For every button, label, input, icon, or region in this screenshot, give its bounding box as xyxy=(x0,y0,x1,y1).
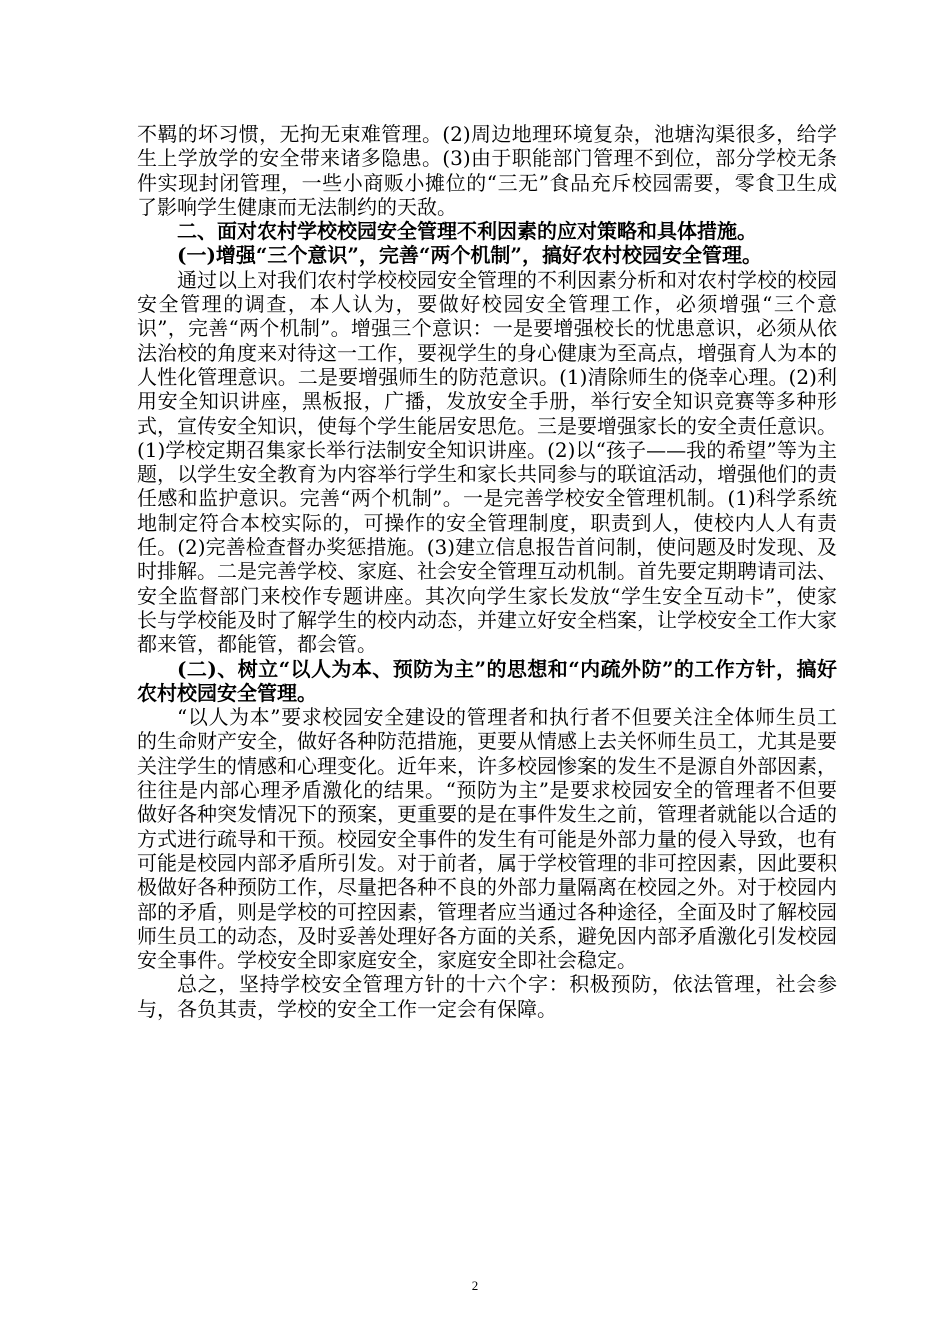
section-heading: 二、面对农村学校校园安全管理不利因素的应对策略和具体措施。 xyxy=(177,219,757,244)
paragraph-people-oriented: “以人为本”要求校园安全建设的管理者和执行者不但要关注全体师生员工的生命财产安全，做好各种防范措施，更要从情感上去关怀师生员工，尤其是要关注学生的情感和心理变化。近年来，许多校园惨案的发生不是源自外部因素，往往是内部心理矛盾激化的结果。“预防为主”是要求校园安全的管理者不但要做好各种突发情况下的预案，更重要的是在事件发生之前，管理者就能以合适的方式进行疏导和干预。校园安全事件的发生有可能是外部力量的侵入导致，也有可能是校园内部矛盾所引发。对于前者，属于学校管理的非可控因素，因此要积极做好各种预防工作，尽量把各种不良的外部力量隔离在校园之外。对于校园内部的矛盾，则是学校的可控因素，管理者应当通过各种途径，全面及时了解校园师生员工的动态，及时妥善处理好各方面的关系，避免因内部矛盾激化引发校园安全事件。学校安全即家庭安全，家庭安全即社会稳定。 xyxy=(137,705,837,973)
paragraph-continuation: 不羁的坏习惯，无拘无束难管理。(2)周边地理环境复杂，池塘沟渠很多，给学生上学放学的安全带来诸多隐患。(3)由于职能部门管理不到位，部分学校无条件实现封闭管理，一些小商贩小摊位的“三无”食品充斥校园需要，零食卫生成了影响学生健康而无法制约的天敌。 xyxy=(137,122,837,219)
paragraph-conclusion: 总之，坚持学校安全管理方针的十六个字：积极预防，依法管理，社会参与，各负其责，学校的安全工作一定会有保障。 xyxy=(137,972,837,1021)
subsection-heading-2: (二)、树立“以人为本、预防为主”的思想和“内疏外防”的工作方针，搞好农村校园安全管理。 xyxy=(137,656,837,705)
document-body xyxy=(137,122,837,1021)
subsection-heading-1: (一)增强“三个意识”，完善“两个机制”，搞好农村校园安全管理。 xyxy=(177,243,762,268)
page-number: 2 xyxy=(471,1278,479,1293)
paragraph-three-awareness: 通过以上对我们农村学校校园安全管理的不利因素分析和对农村学校的校园安全管理的调查，本人认为，要做好校园安全管理工作，必须增强“三个意识”，完善“两个机制”。增强三个意识：一是要增强校长的忧患意识，必须从依法治校的角度来对待这一工作，要视学生的身心健康为至高点，增强育人为本的人性化管理意识。二是要增强师生的防范意识。(1)清除师生的侥幸心理。(2)利用安全知识讲座，黑板报，广播，发放安全手册，举行安全知识竞赛等多种形式，宣传安全知识，使每个学生能居安思危。三是要增强家长的安全责任意识。(1)学校定期召集家长举行法制安全知识讲座。(2)以“孩子——我的希望”等为主题，以学生安全教育为内容举行学生和家长共同参与的联谊活动，增强他们的责任感和监护意识。完善“两个机制”。一是完善学校安全管理机制。(1)科学系统地制定符合本校实际的，可操作的安全管理制度，职责到人，使校内人人有责任。(2)完善检查督办奖惩措施。(3)建立信息报告首问制，使问题及时发现、及时排解。二是完善学校、家庭、社会安全管理互动机制。首先要定期聘请司法、安全监督部门来校作专题讲座。其次向学生家长发放“学生安全互动卡”，使家长与学校能及时了解学生的校内动态，并建立好安全档案，让学校安全工作大家都来管，都能管，都会管。 xyxy=(137,267,837,657)
